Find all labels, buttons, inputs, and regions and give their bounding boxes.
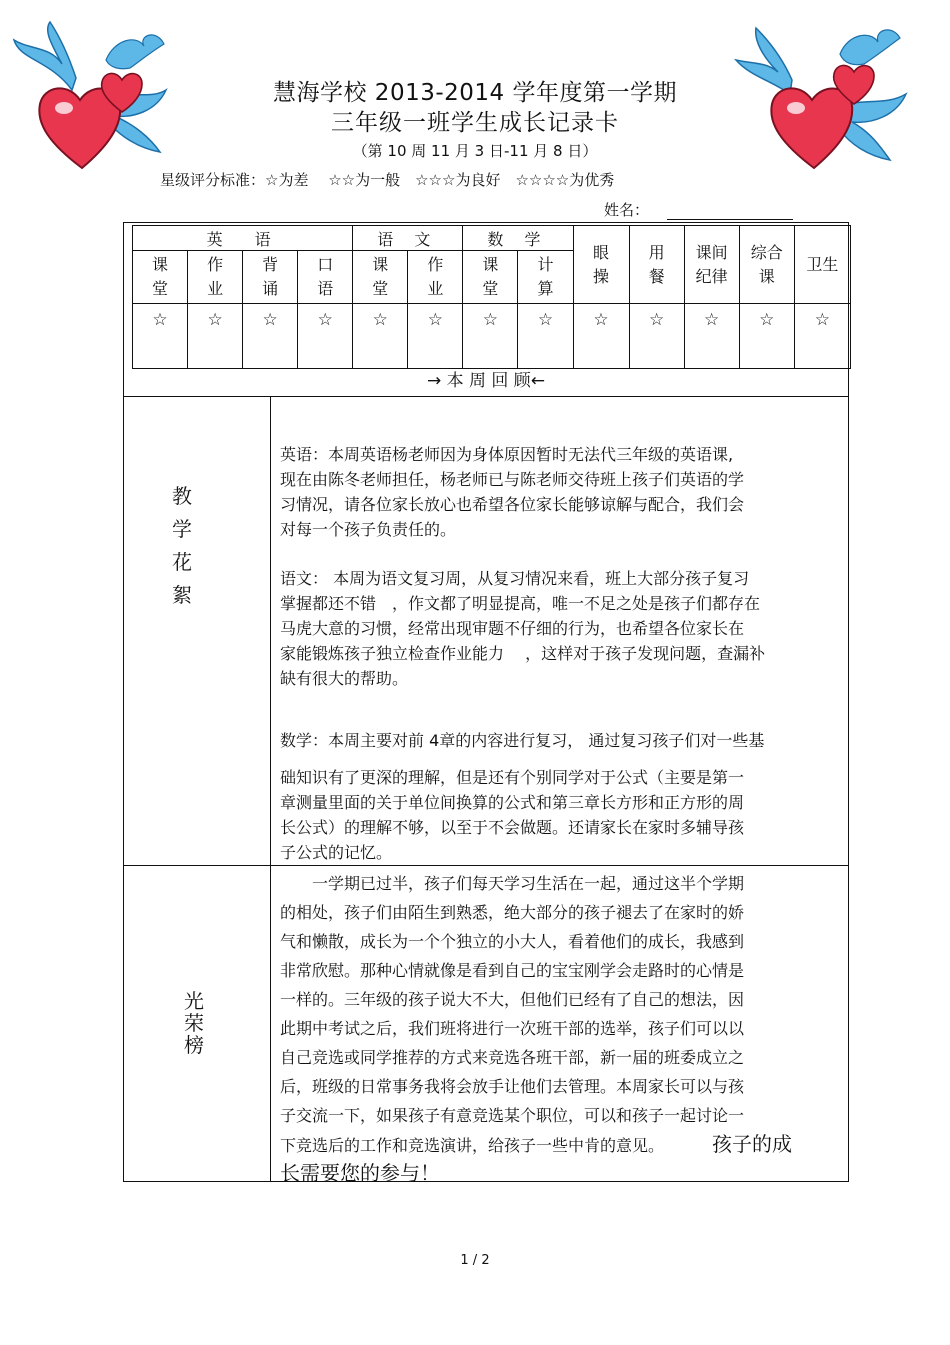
closing-line: 长需要您的参与！ [280, 1161, 440, 1185]
col-chinese-homework: 作 业 [408, 251, 463, 304]
name-field[interactable] [604, 199, 793, 220]
col-integrated: 综合 课 [739, 226, 794, 304]
section-divider [270, 396, 271, 1182]
star-cell[interactable]: ☆ [794, 304, 850, 369]
group-chinese: 语 文 [353, 226, 463, 251]
star-cell[interactable]: ☆ [739, 304, 794, 369]
chinese-note: 语文： 本周为语文复习周，从复习情况来看，班上大部分孩子复习 掌握都还不错 ，作文都了明显提高，唯一不足之处是孩子们都存在 马虎大意的习惯，经常出现审题不仔细的行为，也希望各位家长在 家能锻炼孩子独立检查作业能力 ，这样对于孩子发现问题，查漏补 缺有很大的帮助。 [280, 569, 766, 688]
honor-text: 一学期已过半，孩子们每天学习生活在一起，通过这半个学期 的相处，孩子们由陌生到熟悉，绝大部分的孩子褪去了在家时的娇 气和懒散，成长为一个个独立的小大人，看着他们的成长，我感到 非常欣慰。那种心情就像是看到自己的宝宝刚学会走路时的心情是 一样的。三年级的孩子说大不大，但他们已经有了自己的想法，因 此期中考试之后，我们班将进行一次班干部的选举，孩子们可以以 自己竞选或同学推荐的方式来竞选各班干部，新一届的班委成立之 后，班级的日常事务我将会放手让他们去管理。本周家长可以与孩 子交流一下，如果孩子有意竞选某个职位，可以和孩子一起讨论一 下竞选后的工作和竞选演讲，给孩子一些中肯的意见。 孩子的成 长需要您的参与！ [280, 869, 792, 1188]
honor-label: 光 荣 榜 [184, 989, 204, 1057]
star-cell[interactable]: ☆ [408, 304, 463, 369]
col-math-class: 课 堂 [463, 251, 518, 304]
star-cell[interactable]: ☆ [463, 304, 518, 369]
col-eye-exercise: 眼 操 [573, 226, 629, 304]
col-english-oral: 口 语 [298, 251, 353, 304]
star-row [133, 304, 851, 369]
col-math-calc: 计 算 [518, 251, 573, 304]
name-blank[interactable] [667, 203, 793, 220]
date-range: （第 10 周 11 月 3 日-11 月 8 日） [352, 142, 598, 160]
col-english-class: 课 堂 [133, 251, 188, 304]
name-label: 姓名： [604, 201, 650, 219]
star-cell[interactable]: ☆ [629, 304, 684, 369]
star-cell[interactable]: ☆ [518, 304, 573, 369]
page-title: 慧海学校 2013-2014 学年度第一学期 [273, 80, 677, 106]
col-hygiene: 卫生 [794, 226, 850, 304]
col-break-discipline: 课间 纪律 [684, 226, 739, 304]
star-cell[interactable]: ☆ [188, 304, 243, 369]
group-english: 英 语 [133, 226, 353, 251]
col-english-homework: 作 业 [188, 251, 243, 304]
teaching-label: 教 学 花 絮 [172, 484, 192, 607]
group-math: 数 学 [463, 226, 573, 251]
score-grid [132, 225, 851, 369]
rating-standard: 星级评分标准：☆为差 ☆☆为一般 ☆☆☆为良好 ☆☆☆☆为优秀 [160, 171, 615, 189]
col-meal: 用 餐 [629, 226, 684, 304]
page-number: 1 / 2 [460, 1253, 490, 1268]
star-cell[interactable]: ☆ [353, 304, 408, 369]
col-chinese-class: 课 堂 [353, 251, 408, 304]
col-english-recite: 背 诵 [243, 251, 298, 304]
math-note-first: 数学：本周主要对前 4章的内容进行复习， 通过复习孩子们对一些基 [280, 731, 765, 750]
star-cell[interactable]: ☆ [133, 304, 188, 369]
math-note: 础知识有了更深的理解，但是还有个别同学对于公式（主要是第一 章测量里面的关于单位间换算的公式和第三章长方形和正方形的周 长公式）的理解不够，以至于不会做题。还请家长在家时多辅导孩 子公式的记忆。 [280, 768, 745, 862]
section-divider [124, 865, 848, 866]
page-subtitle: 三年级一班学生成长记录卡 [331, 110, 619, 136]
star-cell[interactable]: ☆ [684, 304, 739, 369]
english-note: 英语：本周英语杨老师因为身体原因暂时无法代三年级的英语课, 现在由陈冬老师担任，杨老师已与陈老师交待班上孩子们英语的学 习情况，请各位家长放心也希望各位家长能够谅解与配合，我们会 对每一个孩子负责任的。 [280, 445, 745, 539]
weekly-review-heading: → 本 周 回 顾← [124, 368, 848, 397]
star-cell[interactable]: ☆ [573, 304, 629, 369]
star-cell[interactable]: ☆ [298, 304, 353, 369]
star-cell[interactable]: ☆ [243, 304, 298, 369]
closing-tail: 孩子的成 [712, 1132, 793, 1156]
